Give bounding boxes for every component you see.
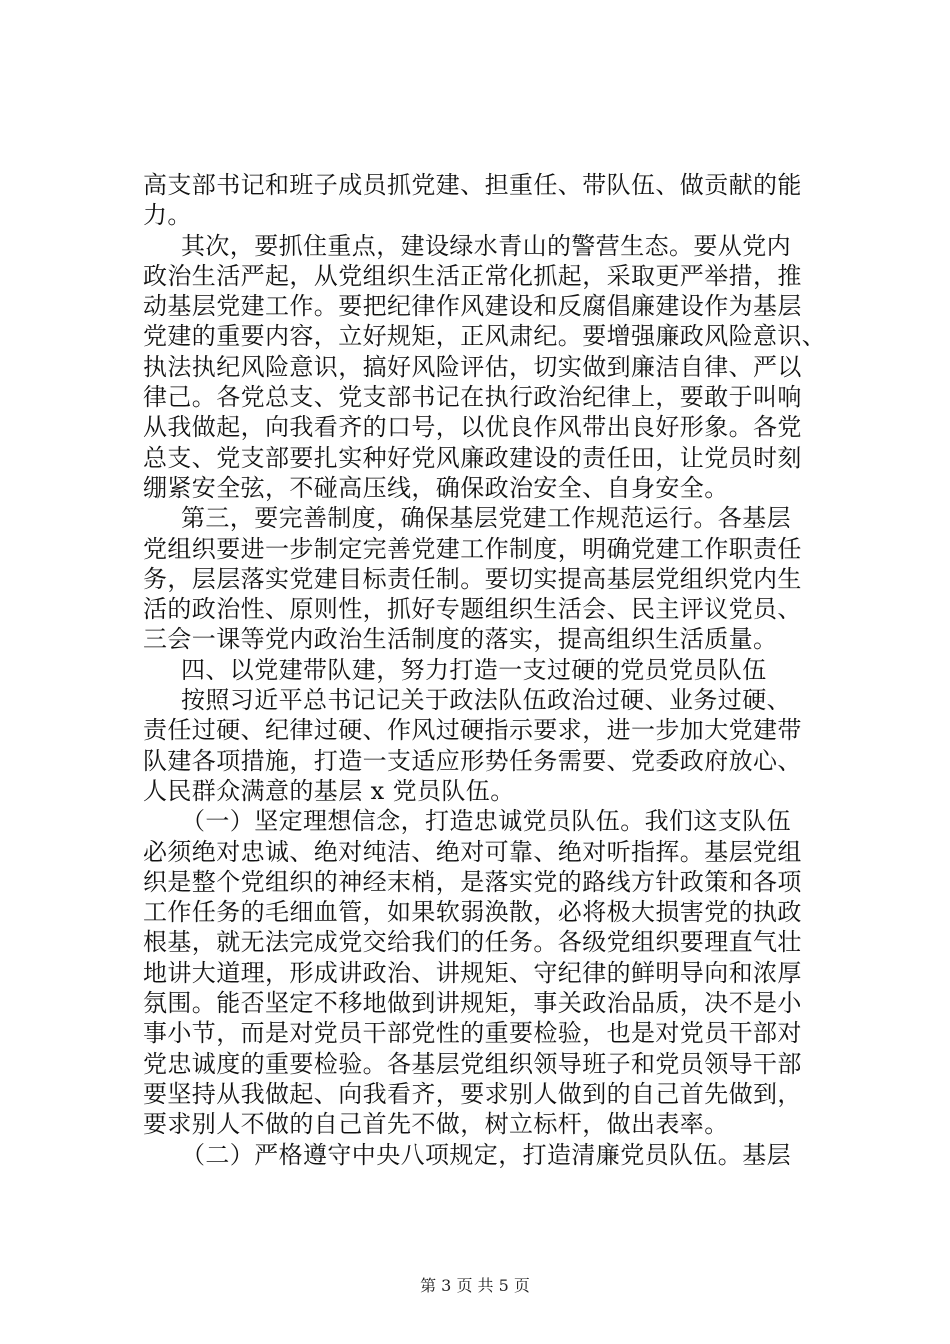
paragraph-start-line: 第三，要完善制度，确保基层党建工作规范运行。各基层 (181, 504, 791, 533)
text-line: 根基，就无法完成党交给我们的任务。各级党组织要理直气壮 (143, 928, 802, 957)
section-heading: 四、以党建带队建，努力打造一支过硬的党员党员队伍 (181, 655, 767, 684)
text-line: 执法执纪风险意识，搞好风险评估，切实做到廉洁自律、严以 (143, 352, 802, 381)
text-line: 党忠诚度的重要检验。各基层党组织领导班子和党员领导干部 (143, 1049, 802, 1078)
text-line: 绷紧安全弦，不碰高压线，确保政治安全、自身安全。 (143, 473, 729, 502)
text-line: 从我做起，向我看齐的口号，以优良作风带出良好形象。各党 (143, 413, 802, 442)
text-line: 党建的重要内容，立好规矩，正风肃纪。要增强廉政风险意识、 (143, 322, 827, 351)
text-line: 务，层层落实党建目标责任制。要切实提高基层党组织党内生 (143, 564, 802, 593)
text-line: 活的政治性、原则性，抓好专题组织生活会、民主评议党员、 (143, 595, 802, 624)
text-line: 律己。各党总支、党支部书记在执行政治纪律上，要敢于叫响 (143, 383, 802, 412)
text-line: 工作任务的毛细血管，如果软弱涣散，必将极大损害党的执政 (143, 898, 802, 927)
page-number-label: 第 3 页 共 5 页 (420, 1276, 530, 1295)
text-line: 力。 (143, 201, 192, 230)
text-line: 地讲大道理，形成讲政治、讲规矩、守纪律的鲜明导向和浓厚 (143, 958, 802, 987)
text-line: 织是整个党组织的神经末梢，是落实党的路线方针政策和各项 (143, 867, 802, 896)
text-line: 三会一课等党内政治生活制度的落实，提高组织生活质量。 (143, 625, 778, 654)
page-footer (0, 1273, 950, 1296)
text-line: 人民群众满意的基层 x 党员队伍。 (143, 776, 515, 805)
text-line: 责任过硬、纪律过硬、作风过硬指示要求，进一步加大党建带 (143, 716, 802, 745)
text-line: 动基层党建工作。要把纪律作风建设和反腐倡廉建设作为基层 (143, 292, 802, 321)
paragraph-start-line: 按照习近平总书记记关于政法队伍政治过硬、业务过硬、 (181, 686, 791, 715)
text-line: 必须绝对忠诚、绝对纯洁、绝对可靠、绝对听指挥。基层党组 (143, 837, 802, 866)
text-line: 事小节，而是对党员干部党性的重要检验，也是对党员干部对 (143, 1019, 802, 1048)
text-line: 氛围。能否坚定不移地做到讲规矩，事关政治品质，决不是小 (143, 989, 802, 1018)
paragraph-start-line: （一）坚定理想信念，打造忠诚党员队伍。我们这支队伍 (181, 807, 791, 836)
paragraph-start-line: 其次，要抓住重点，建设绿水青山的警营生态。要从党内 (181, 231, 791, 260)
text-line: 高支部书记和班子成员抓党建、担重任、带队伍、做贡献的能 (143, 171, 802, 199)
text-line: 总支、党支部要扎实种好党风廉政建设的责任田，让党员时刻 (143, 443, 802, 472)
text-line: 党组织要进一步制定完善党建工作制度，明确党建工作职责任 (143, 534, 802, 563)
body-text (143, 170, 833, 1170)
text-line: 要坚持从我做起、向我看齐，要求别人做到的自己首先做到， (143, 1079, 802, 1108)
text-line: 政治生活严起，从党组织生活正常化抓起，采取更严举措，推 (143, 261, 802, 290)
text-line: 要求别人不做的自己首先不做，树立标杆，做出表率。 (143, 1110, 729, 1139)
text-line: 队建各项措施，打造一支适应形势任务需要、党委政府放心、 (143, 746, 802, 775)
paragraph-start-line: （二）严格遵守中央八项规定，打造清廉党员队伍。基层 (181, 1140, 791, 1169)
